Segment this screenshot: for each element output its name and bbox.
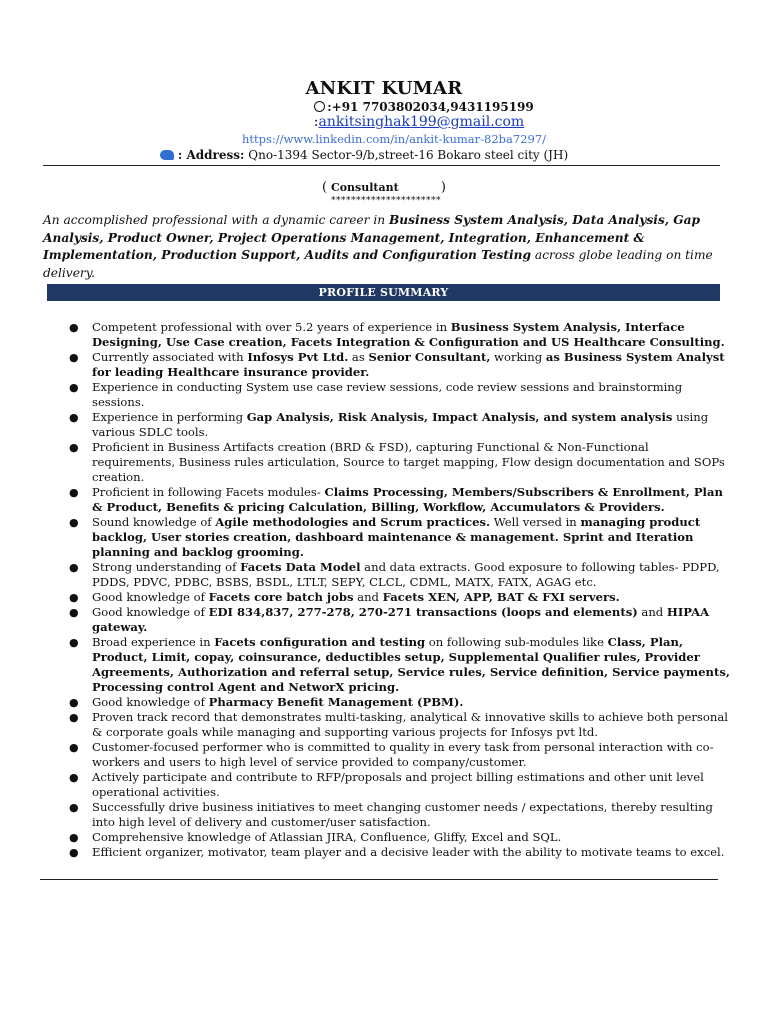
phone-line <box>0 100 768 114</box>
summary-text: working <box>490 350 546 364</box>
summary-text: as <box>348 350 369 364</box>
bullet-icon: ● <box>69 561 79 574</box>
profile-summary-list <box>66 320 730 860</box>
summary-text: Pharmacy Benefit Management (PBM). <box>208 695 464 709</box>
summary-item <box>66 845 730 860</box>
summary-text: Gap Analysis, Risk Analysis, Impact Analysis, and system analysis <box>246 410 673 424</box>
summary-item <box>66 320 730 350</box>
summary-text: Customer-focused performer who is committed to quality in every task from personal interaction with co-workers and users to high level of service provided to company/customer. <box>92 740 714 769</box>
role-close-paren: ) <box>440 180 446 195</box>
summary-text: Facets Data Model <box>240 560 361 574</box>
summary-text: Proficient in Business Artifacts creation (BRD & FSD), capturing Functional & Non-Functional requirements, Business rules articulation, Source to target mapping, Flow design documentation and SOPs creation. <box>92 440 725 484</box>
bullet-icon: ● <box>69 696 79 709</box>
bullet-icon: ● <box>69 606 79 619</box>
summary-text: EDI 834,837, 277-278, 270-271 transactions (loops and elements) <box>208 605 638 619</box>
summary-text: Facets XEN, APP, BAT & FXI servers. <box>382 590 620 604</box>
summary-item <box>66 350 730 380</box>
summary-item <box>66 740 730 770</box>
bullet-icon: ● <box>69 351 79 364</box>
summary-item <box>66 410 730 440</box>
bullet-icon: ● <box>69 711 79 724</box>
candidate-name: ANKIT KUMAR <box>305 78 463 99</box>
summary-text: using various SDLC tools. <box>92 410 709 439</box>
bullet-icon: ● <box>69 321 79 334</box>
summary-item <box>66 560 730 590</box>
summary-text: Good knowledge of <box>92 590 209 604</box>
bullet-icon: ● <box>69 381 79 394</box>
summary-text: Facets configuration and testing <box>214 635 426 649</box>
summary-text: Broad experience in <box>92 635 215 649</box>
phone-prefix: : <box>327 100 332 114</box>
bullet-icon: ● <box>69 846 79 859</box>
summary-text: and <box>637 605 667 619</box>
summary-text: Well versed in <box>490 515 581 529</box>
footer-divider <box>40 879 718 880</box>
role-title-line <box>0 180 768 195</box>
star-separator: ********************** <box>331 196 441 206</box>
summary-text: and <box>353 590 383 604</box>
speech-bubble-icon <box>160 150 174 160</box>
bullet-icon: ● <box>69 591 79 604</box>
header-divider <box>43 165 720 166</box>
summary-item <box>66 485 730 515</box>
summary-item <box>66 380 730 410</box>
role-open-paren: ( <box>322 180 328 195</box>
summary-item <box>66 800 730 830</box>
summary-text: Class, Plan, Product, Limit, copay, coinsurance, deductibles setup, Supplemental Qualifier rules, Provider Agreements, Authorization and referral setup, Service rules, Service definition, Service payments, Processing control Agent and NetworX pricing. <box>92 635 730 694</box>
bullet-icon: ● <box>69 441 79 454</box>
summary-text: HIPAA gateway. <box>92 605 710 634</box>
intro-segment: An accomplished professional with a dynamic career in <box>43 213 389 227</box>
summary-item <box>66 695 730 710</box>
summary-text: Claims Processing, Members/Subscribers & Enrollment, Plan & Product, Benefits & pricing Calculation, Billing, Workflow, Accumulators & Providers. <box>92 485 723 514</box>
intro-segment: across globe leading on time delivery. <box>43 248 713 280</box>
email-prefix: : <box>313 114 319 130</box>
summary-text: Facets core batch jobs <box>208 590 354 604</box>
summary-text: on following sub-modules like <box>425 635 608 649</box>
summary-text: Proven track record that demonstrates multi-tasking, analytical & innovative skills to achieve both personal & corporate goals while managing and supporting various projects for Infosys pvt ltd. <box>92 710 728 739</box>
summary-text: Business System Analysis, Interface Designing, Use Case creation, Facets Integration & Configuration and US Healthcare Consulting. <box>92 320 725 349</box>
bullet-icon: ● <box>69 831 79 844</box>
section-header-profile-summary: PROFILE SUMMARY <box>47 284 720 301</box>
address-label: : Address: <box>177 148 245 162</box>
bullet-icon: ● <box>69 801 79 814</box>
summary-text: Actively participate and contribute to RFP/proposals and project billing estimations and other unit level operational activities. <box>92 770 704 799</box>
summary-item <box>66 440 730 485</box>
address-text: Qno-1394 Sector-9/b,street-16 Bokaro steel city (JH) <box>248 148 569 162</box>
summary-text: Successfully drive business initiatives to meet changing customer needs / expectations, thereby resulting into high level of delivery and customer/user satisfaction. <box>92 800 713 829</box>
bullet-icon: ● <box>69 411 79 424</box>
summary-text: Comprehensive knowledge of Atlassian JIRA, Confluence, Gliffy, Excel and SQL. <box>92 830 562 844</box>
linkedin-link[interactable]: https://www.linkedin.com/in/ankit-kumar-82ba7297/ <box>241 132 547 146</box>
summary-text: Agile methodologies and Scrum practices. <box>215 515 491 529</box>
summary-text: Experience in conducting System use case review sessions, code review sessions and brainstorming sessions. <box>92 380 683 409</box>
summary-text: as Business System Analyst for leading Healthcare insurance provider. <box>92 350 725 379</box>
phone-icon <box>314 101 325 112</box>
summary-text: Sound knowledge of <box>92 515 216 529</box>
bullet-icon: ● <box>69 771 79 784</box>
summary-text: Infosys Pvt Ltd. <box>247 350 349 364</box>
summary-text: Senior Consultant, <box>368 350 491 364</box>
bullet-icon: ● <box>69 636 79 649</box>
bullet-icon: ● <box>69 741 79 754</box>
summary-text: Competent professional with over 5.2 years of experience in <box>92 320 451 334</box>
summary-text: Good knowledge of <box>92 605 209 619</box>
summary-text: managing product backlog, User stories creation, dashboard maintenance & management. Sprint and Iteration planning and backlog grooming. <box>92 515 701 559</box>
summary-text: Strong understanding of <box>92 560 241 574</box>
summary-text: Good knowledge of <box>92 695 209 709</box>
summary-item <box>66 605 730 635</box>
email-line <box>0 114 768 130</box>
summary-text: Proficient in following Facets modules- <box>92 485 325 499</box>
summary-text: Efficient organizer, motivator, team player and a decisive leader with the ability to motivate teams to excel. <box>92 845 725 859</box>
summary-text: Experience in performing <box>92 410 247 424</box>
summary-text: Currently associated with <box>92 350 248 364</box>
email-link[interactable]: ankitsinghak199@gmail.com <box>318 114 525 130</box>
bullet-icon: ● <box>69 516 79 529</box>
summary-item <box>66 590 730 605</box>
summary-item <box>66 635 730 695</box>
role-title: Consultant <box>330 181 399 194</box>
phone-number: +91 7703802034,9431195199 <box>331 100 534 114</box>
bullet-icon: ● <box>69 486 79 499</box>
summary-item <box>66 830 730 845</box>
summary-item <box>66 710 730 740</box>
summary-text: and data extracts. Good exposure to following tables- PDPD, PDDS, PDVC, PDBC, BSBS, BSDL, LTLT, SEPY, CLCL, CDML, MATX, FATX, AGAG etc. <box>92 560 720 589</box>
intro-segment: Business System Analysis, Data Analysis, Gap Analysis, Product Owner, Project Operations Management, Integration, Enhancement & Implementation, Production Support, Audits and Configuration Testing <box>43 213 701 262</box>
summary-item <box>66 770 730 800</box>
intro-paragraph <box>43 212 723 282</box>
summary-item <box>66 515 730 560</box>
address-line <box>0 148 768 162</box>
